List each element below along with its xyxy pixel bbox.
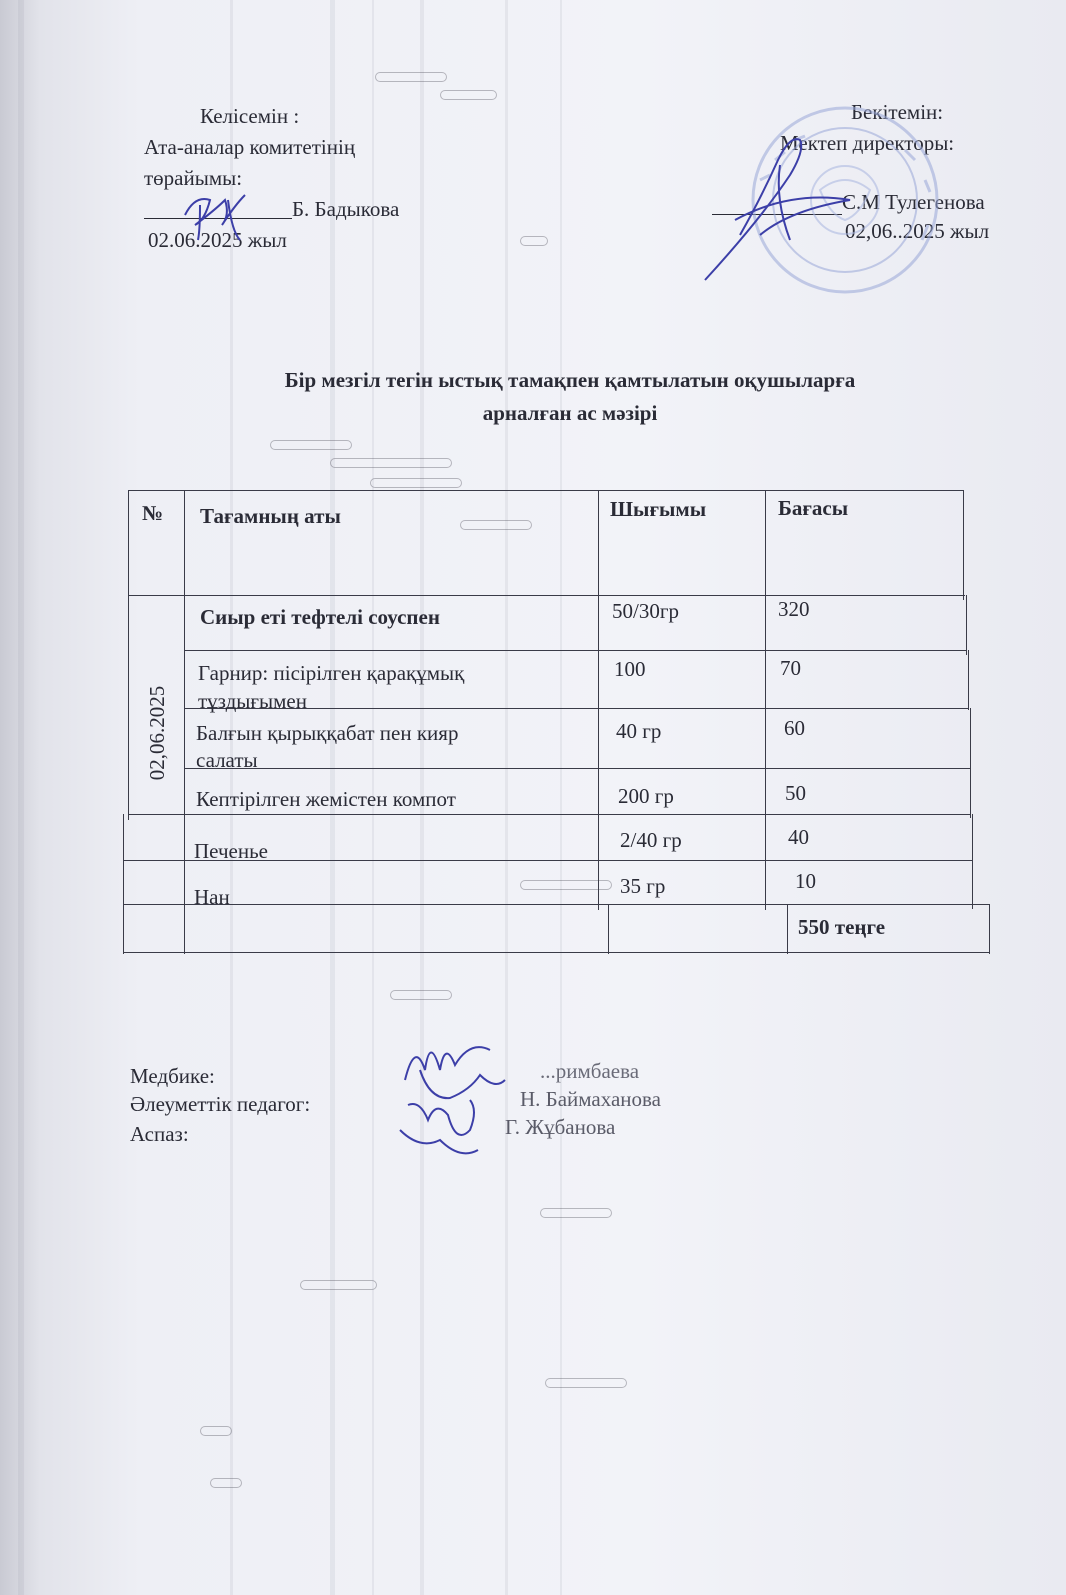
dish-yield: 35 гр [620,874,666,898]
medic-label: Медбике: [130,1064,215,1088]
pedagog-label: Әлеуметтік педагог: [130,1092,311,1116]
dish-name: Кептірілген жемістен компот [196,787,456,811]
dish-yield: 100 [614,657,646,681]
approval-left-name: Б. Бадыкова [292,197,400,221]
header-number: № [142,501,164,525]
approval-left-line1: Ата-аналар комитетінің [144,135,356,159]
header-dish-name: Тағамның аты [200,504,341,528]
dish-name-line1: Гарнир: пісірілген қарақұмық [198,661,465,685]
approval-right-line1: Мектеп директоры: [780,131,955,155]
approval-right-date: 02,06..2025 жыл [845,219,990,243]
dish-yield: 50/30гр [612,599,679,623]
dish-price: 40 [788,825,809,849]
dish-price: 60 [784,716,805,740]
committee-signature [185,195,245,240]
approval-right-label: Бекітемін: [851,100,944,124]
dish-yield: 2/40 гр [620,828,682,852]
approval-left-line2: төрайымы: [144,166,243,190]
dish-name: Сиыр еті тефтелі соуспен [200,605,440,629]
cook-label: Аспаз: [130,1122,189,1146]
menu-title-line1: Бір мезгіл тегін ыстық тамақпен қамтылатын оқушыларға [284,368,856,392]
header-price: Бағасы [778,496,849,520]
menu-date: 02,06.2025 [145,685,169,781]
dish-name-line2: тұздығымен [198,689,307,713]
header-yield: Шығымы [610,497,707,521]
medic-name: ...римбаева [540,1059,640,1083]
approval-left-label: Келісемін : [200,104,300,128]
dish-price: 70 [780,656,801,680]
total-price: 550 теңге [798,915,886,939]
approval-left-date: 02.06.2025 жыл [148,228,287,252]
dish-name-line2: салаты [196,748,258,772]
dish-yield: 40 гр [616,719,662,743]
dish-name-line1: Балғын қырыққабат пен кияр [196,721,459,745]
dish-name: Нан [194,885,230,909]
dish-yield: 200 гр [618,784,674,808]
dish-name: Печенье [194,839,268,863]
dish-price: 320 [778,597,810,621]
staff-signatures [400,1047,505,1153]
director-signature [705,139,850,280]
menu-title-line2: арналған ас мәзірі [482,401,658,425]
pedagog-name: Н. Баймаханова [520,1087,661,1111]
approval-right-name: С.М Тулегенова [842,190,985,214]
dish-price: 50 [785,781,806,805]
cook-name: Г. Жұбанова [505,1115,616,1139]
dish-price: 10 [795,869,816,893]
